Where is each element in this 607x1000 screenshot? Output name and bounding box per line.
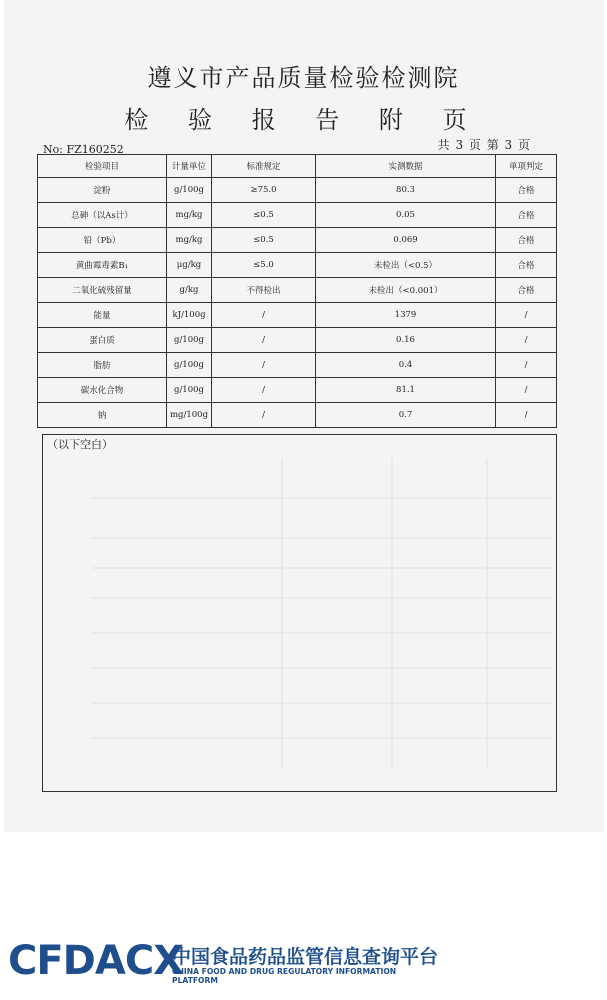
table-row [38,328,557,353]
column-header-unit: 计量单位 [167,155,212,178]
cell-standard: 不得检出 [212,278,316,303]
report-number: No: FZ160252 [43,143,124,156]
cell-item: 钠 [38,403,167,428]
cell-item: 二氧化硫残留量 [38,278,167,303]
cell-measured: 0.7 [316,403,496,428]
cell-unit: g/100g [167,328,212,353]
cell-unit: g/100g [167,178,212,203]
institute-name: 遵义市产品质量检验检测院 [147,64,460,92]
cell-unit: kJ/100g [167,303,212,328]
table-row [38,403,557,428]
cell-item: 黄曲霉毒素B₁ [38,253,167,278]
cell-item: 碳水化合物 [38,378,167,403]
cell-unit: g/100g [167,378,212,403]
cell-unit: g/kg [167,278,212,303]
cell-measured: 未检出（<0.001） [316,278,496,303]
cell-measured: 0.05 [316,203,496,228]
table-row [38,353,557,378]
cell-item: 蛋白质 [38,328,167,353]
cell-standard: / [212,353,316,378]
cell-standard: ≤0.5 [212,228,316,253]
cell-standard: ≥75.0 [212,178,316,203]
cell-standard: ≤0.5 [212,203,316,228]
show-through-watermark [92,458,552,768]
cell-measured: 未检出（<0.5） [316,253,496,278]
cell-item: 铅（Pb） [38,228,167,253]
cell-standard: / [212,403,316,428]
cell-standard: / [212,303,316,328]
column-header-verdict: 单项判定 [496,155,557,178]
footer-brand [8,938,438,984]
cell-measured: 81.1 [316,378,496,403]
cell-unit: μg/kg [167,253,212,278]
cell-unit: g/100g [167,353,212,378]
cfdacx-logo: CFDACX [8,938,184,984]
cell-measured: 0.16 [316,328,496,353]
cell-measured: 0.4 [316,353,496,378]
platform-name-cn: 中国食品药品监管信息查询平台 [172,946,439,968]
table-row [38,253,557,278]
cell-verdict: 合格 [496,203,557,228]
cell-verdict: 合格 [496,253,557,278]
cell-item: 淀粉 [38,178,167,203]
platform-name-en: CHINA FOOD AND DRUG REGULATORY INFORMATION PLATFORM [172,967,397,985]
table-row [38,228,557,253]
cell-item: 能量 [38,303,167,328]
column-header-standard: 标准规定 [212,155,316,178]
table-row [38,303,557,328]
page-count: 共 3 页 第 3 页 [437,138,531,152]
cell-verdict: / [496,328,557,353]
cell-verdict: / [496,403,557,428]
cell-item: 总砷（以As计） [38,203,167,228]
cell-unit: mg/kg [167,228,212,253]
cell-item: 脂肪 [38,353,167,378]
cell-unit: mg/kg [167,203,212,228]
cell-verdict: 合格 [496,278,557,303]
cell-measured: 1379 [316,303,496,328]
cell-unit: mg/100g [167,403,212,428]
cell-measured: 0.069 [316,228,496,253]
cell-measured: 80.3 [316,178,496,203]
table-header-row [38,155,557,178]
report-title: 检 验 报 告 附 页 [124,106,483,134]
cell-standard: ≤5.0 [212,253,316,278]
cell-standard: / [212,378,316,403]
blank-note: （以下空白） [47,438,113,451]
column-header-measured: 实测数据 [316,155,496,178]
cell-verdict: / [496,353,557,378]
table-row [38,278,557,303]
table-row [38,378,557,403]
cell-verdict: / [496,303,557,328]
cell-verdict: 合格 [496,228,557,253]
column-header-item: 检验项目 [38,155,167,178]
cell-standard: / [212,328,316,353]
results-table [37,154,557,428]
table-row [38,203,557,228]
table-row [38,178,557,203]
cell-verdict: 合格 [496,178,557,203]
cell-verdict: / [496,378,557,403]
